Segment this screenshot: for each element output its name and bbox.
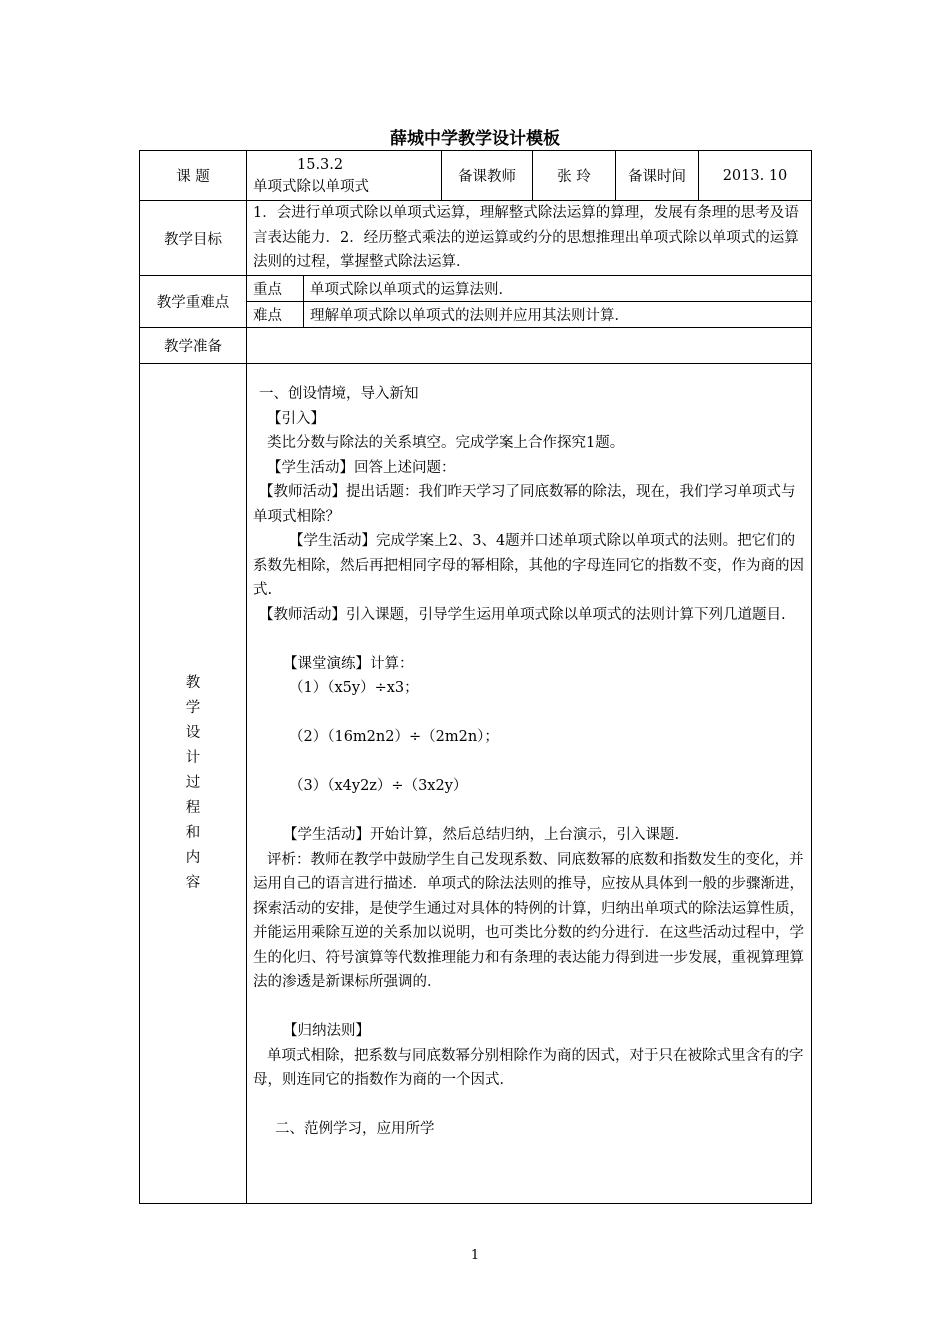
process-label-char: 计 <box>185 750 201 766</box>
keypoints-label: 教学重难点 <box>140 276 247 328</box>
topic-code: 15.3.2 <box>297 156 344 173</box>
focus-label: 重点 <box>247 276 304 302</box>
student-activity-3: 【学生活动】开始计算，然后总结归纳，上台演示，引入课题. <box>283 827 680 843</box>
blank-line <box>253 799 805 824</box>
topic-label: 课 题 <box>176 169 210 185</box>
goals-label: 教学目标 <box>140 201 247 276</box>
lesson-plan-table <box>139 150 812 1204</box>
exercise-3: （3）（x4y2z）÷（3x2y） <box>289 778 468 794</box>
teacher-activity-2: 【教师活动】引入课题，引导学生运用单项式除以单项式的法则计算下列几道题目. <box>259 606 786 623</box>
intro-text: 类比分数与除法的关系填空。完成学案上合作探究1题。 <box>267 435 625 451</box>
difficulty-text: 理解单项式除以单项式的法则并应用其法则计算． <box>304 302 812 328</box>
header-row <box>140 151 812 201</box>
teacher-name: 张 玲 <box>533 151 616 201</box>
process-row <box>140 364 812 1204</box>
student-activity-2: 【学生活动】完成学案上2、3、4题并口述单项式除以单项式的法则。把它们的系数先相除，然后再把相同字母的幂相除，其他的字母连同它的指数不变，作为商的因式. <box>253 533 804 598</box>
process-label-char: 和 <box>185 825 201 841</box>
process-label-char: 学 <box>185 700 201 716</box>
goals-text: 1．会进行单项式除以单项式运算，理解整式除法运算的算理，发展有条理的思考及语言表达能力．2．经历整式乘法的逆运算或约分的思想推理出单项式除以单项式的运算法则的过程，掌握整式除法运算． <box>247 201 812 276</box>
blank-line <box>253 995 805 1020</box>
topic-name: 单项式除以单项式 <box>253 178 369 195</box>
prep-label: 教学准备 <box>140 328 247 364</box>
exercise-2: （2）（16m2n2）÷（2m2n）； <box>289 729 499 745</box>
page-number: 1 <box>470 1248 480 1263</box>
blank-line <box>253 701 805 726</box>
process-label-char: 过 <box>185 775 201 791</box>
teacher-label: 备课教师 <box>442 151 533 201</box>
prep-text <box>247 328 812 364</box>
section-two-heading: 二、范例学习，应用所学 <box>275 1121 435 1137</box>
topic-cell <box>247 151 442 201</box>
section-one-heading: 一、创设情境，导入新知 <box>259 386 419 402</box>
process-content <box>247 364 812 1204</box>
process-label-char: 教 <box>185 675 201 691</box>
goals-row <box>140 201 812 276</box>
rule-tag: 【归纳法则】 <box>283 1023 370 1039</box>
process-label-char: 程 <box>185 800 201 816</box>
topic-label-cell <box>140 151 247 201</box>
process-label-char: 内 <box>185 850 201 866</box>
rule-text: 单项式相除，把系数与同底数幂分别相除作为商的因式，对于只在被除式里含有的字母，则连同它的指数作为商的一个因式． <box>253 1047 804 1088</box>
blank-line <box>253 1093 805 1118</box>
exercise-1: （1）（x5y）÷x3； <box>289 680 419 696</box>
practice-tag: 【课堂演练】计算： <box>283 655 414 672</box>
blank-line <box>253 750 805 775</box>
document-title: 薛城中学教学设计模板 <box>390 129 560 149</box>
teacher-activity-1: 【教师活动】提出话题：我们昨天学习了同底数幂的除法，现在，我们学习单项式与单项式相除？ <box>253 484 796 525</box>
student-activity-1: 【学生活动】回答上述问题： <box>267 459 456 476</box>
process-label-char: 设 <box>185 725 201 741</box>
prep-row <box>140 328 812 364</box>
blank-line <box>253 627 805 652</box>
focus-text: 单项式除以单项式的运算法则． <box>304 276 812 302</box>
intro-tag: 【引入】 <box>267 410 325 427</box>
time-value: 2013. 10 <box>699 151 812 201</box>
process-label-char: 容 <box>185 875 201 891</box>
focus-row <box>140 276 812 302</box>
comment-paragraph: 评析：教师在教学中鼓励学生自己发现系数、同底数幂的底数和指数发生的变化，并运用自己的语言进行描述．单项式的除法法则的推导，应按从具体到一般的步骤渐进，探索活动的安排，是使学生通过对具体的特例的计算，归纳出单项式的除法运算性质，并能运用乘除互逆的关系加以说明，也可类比分数的约分进行．在这些活动过程中，学生的化归、符号演算等代数推理能力和有条理的表达能力得到进一步发展，重视算理算法的渗透是新课标所强调的． <box>253 851 804 990</box>
time-label: 备课时间 <box>616 151 699 201</box>
process-label <box>140 364 247 1204</box>
difficulty-label: 难点 <box>247 302 304 328</box>
